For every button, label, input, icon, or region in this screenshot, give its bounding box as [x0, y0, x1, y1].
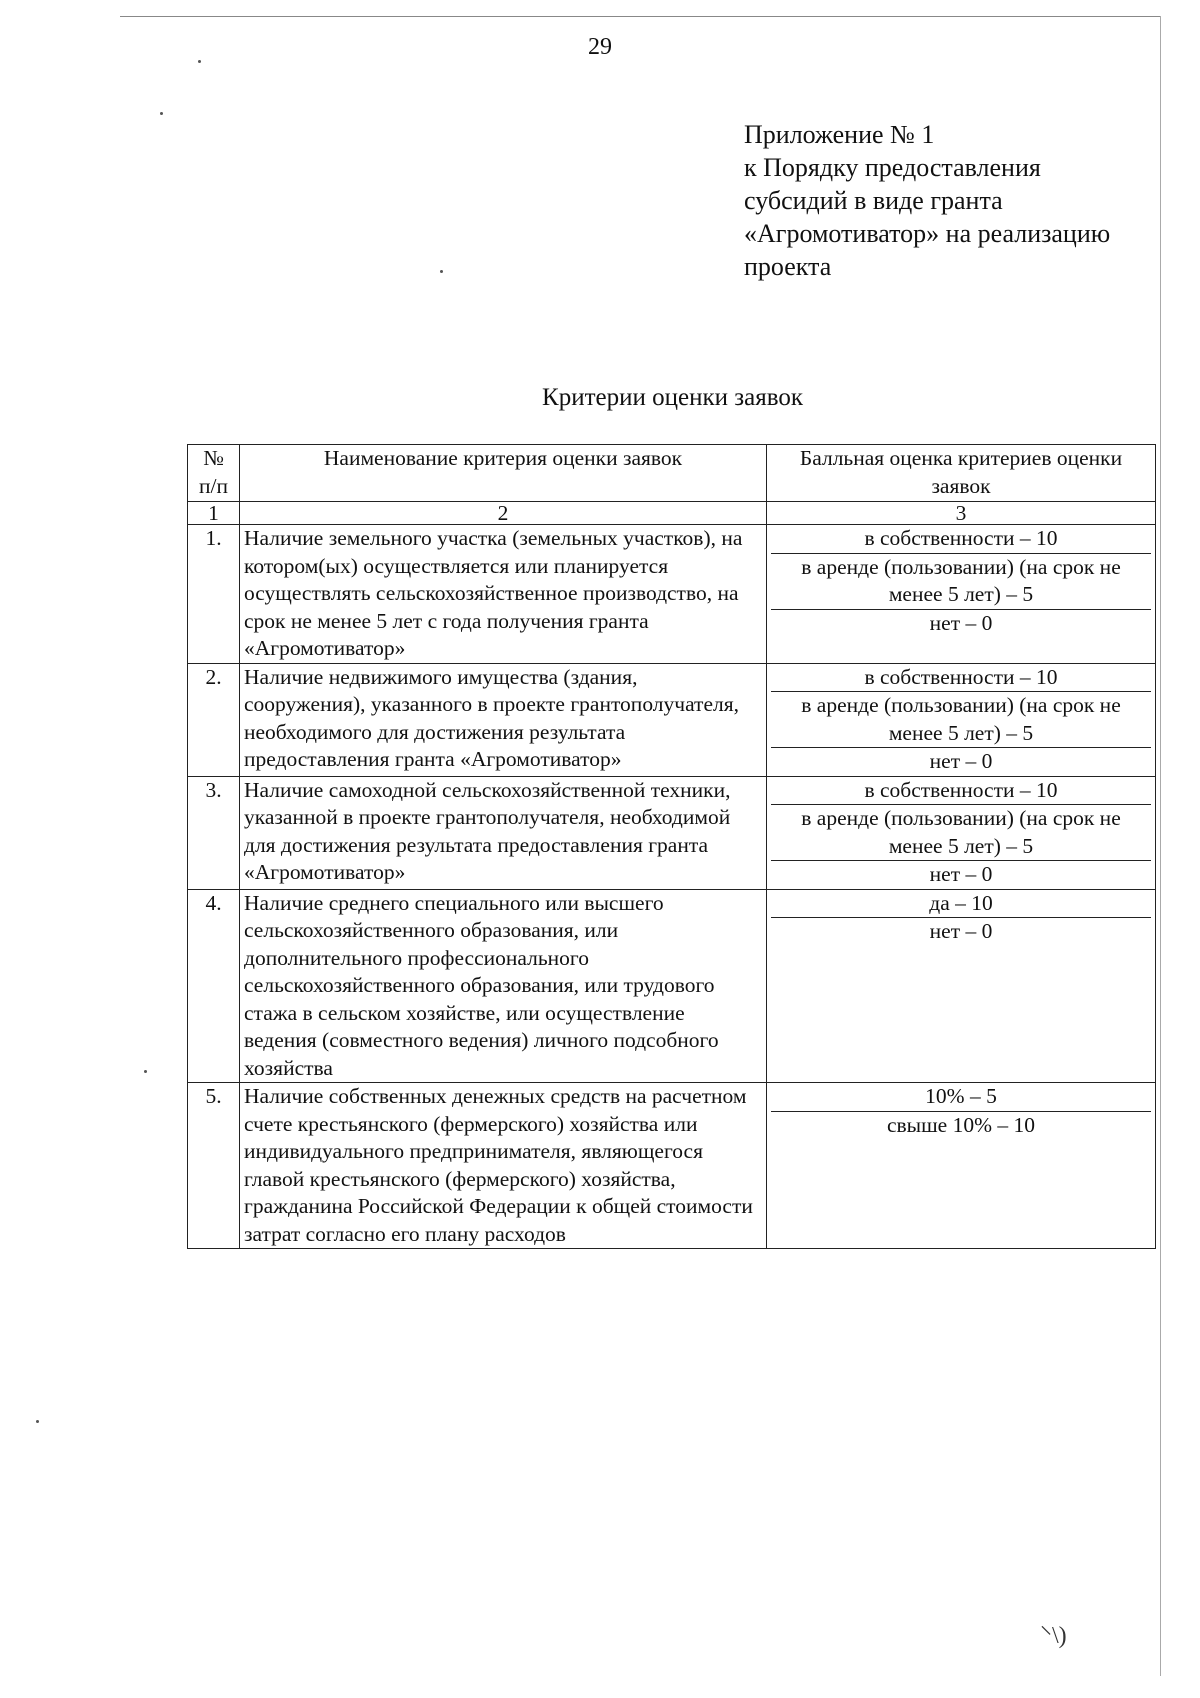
score-option: да – 10: [771, 890, 1151, 919]
header-name: Наименование критерия оценки заявок: [240, 445, 767, 502]
score-option: нет – 0: [929, 919, 993, 943]
score-cell: [767, 1083, 1156, 1249]
scan-speck: [36, 1420, 39, 1423]
handwritten-mark-icon: ⸌\): [1040, 1623, 1067, 1649]
table-index-row: [188, 502, 1156, 525]
criteria-table: [187, 444, 1156, 1249]
table-row: [188, 889, 1156, 1083]
score-option: в собственности – 10: [771, 664, 1151, 693]
scan-speck: [440, 270, 443, 273]
annex-line: Приложение № 1: [744, 120, 935, 149]
score-cell: [767, 776, 1156, 889]
score-cell: [767, 663, 1156, 776]
score-cell: [767, 525, 1156, 664]
header-num: № п/п: [188, 445, 240, 502]
annex-line: проекта: [744, 252, 832, 281]
table-row: [188, 525, 1156, 664]
page-number: 29: [588, 34, 612, 60]
score-option: нет – 0: [929, 610, 993, 635]
criterion-text: Наличие самоходной сельскохозяйственной техники, указанной в проекте грантополучателя, необходимой для достижения результата предоставления гранта «Агромотиватор»: [240, 776, 767, 889]
score-cell: [767, 889, 1156, 1083]
row-number: 5.: [188, 1083, 240, 1249]
row-number: 4.: [188, 889, 240, 1083]
row-number: 3.: [188, 776, 240, 889]
document-title: Критерии оценки заявок: [542, 384, 803, 411]
row-number: 1.: [188, 525, 240, 664]
score-option: в аренде (пользовании) (на срок не менее 5 лет) – 5: [771, 805, 1151, 861]
score-option: в аренде (пользовании) (на срок не менее 5 лет) – 5: [771, 692, 1151, 748]
index-cell: 2: [240, 502, 767, 525]
score-option: в аренде (пользовании) (на срок не менее 5 лет) – 5: [771, 554, 1151, 610]
header-score: Балльная оценка критериев оценки заявок: [767, 445, 1156, 502]
score-option: в собственности – 10: [771, 777, 1151, 806]
criterion-text: Наличие недвижимого имущества (здания, сооружения), указанного в проекте грантополучателя, необходимого для достижения результата предоставления гранта «Агромотиватор»: [240, 663, 767, 776]
scan-top-edge: [120, 16, 1160, 17]
criterion-text: Наличие собственных денежных средств на расчетном счете крестьянского (фермерского) хозяйства или индивидуального предпринимателя, являющегося главой крестьянского (фермерского) хозяйства, гражданина Российской Федерации к общей стоимости затрат согласно его плану расходов: [240, 1083, 767, 1249]
score-option: 10% – 5: [771, 1083, 1151, 1112]
score-option: нет – 0: [929, 862, 993, 886]
criterion-text: Наличие среднего специального или высшего сельскохозяйственного образования, или дополнительного профессионального сельскохозяйственного образования, или трудового стажа в сельском хозяйстве, или осуществление ведения (совместного ведения) личного подсобного хозяйства: [240, 889, 767, 1083]
table-header-row: [188, 445, 1156, 502]
scan-speck: [160, 112, 163, 115]
score-option: нет – 0: [929, 749, 993, 773]
scan-speck: [198, 60, 201, 63]
table-row: [188, 1083, 1156, 1249]
index-cell: 3: [767, 502, 1156, 525]
index-cell: 1: [188, 502, 240, 525]
score-option: свыше 10% – 10: [886, 1112, 1036, 1137]
row-number: 2.: [188, 663, 240, 776]
table-row: [188, 776, 1156, 889]
score-option: в собственности – 10: [771, 525, 1151, 554]
annex-line: субсидий в виде гранта: [744, 186, 1003, 215]
criterion-text: Наличие земельного участка (земельных участков), на котором(ых) осуществляется или планируется осуществлять сельскохозяйственное производство, на срок не менее 5 лет с года получения гранта «Агромотиватор»: [240, 525, 767, 664]
annex-line: «Агромотиватор» на реализацию: [744, 219, 1111, 248]
annex-heading: [744, 118, 1164, 283]
annex-line: к Порядку предоставления: [744, 153, 1041, 182]
scan-speck: [144, 1070, 147, 1073]
table-row: [188, 663, 1156, 776]
